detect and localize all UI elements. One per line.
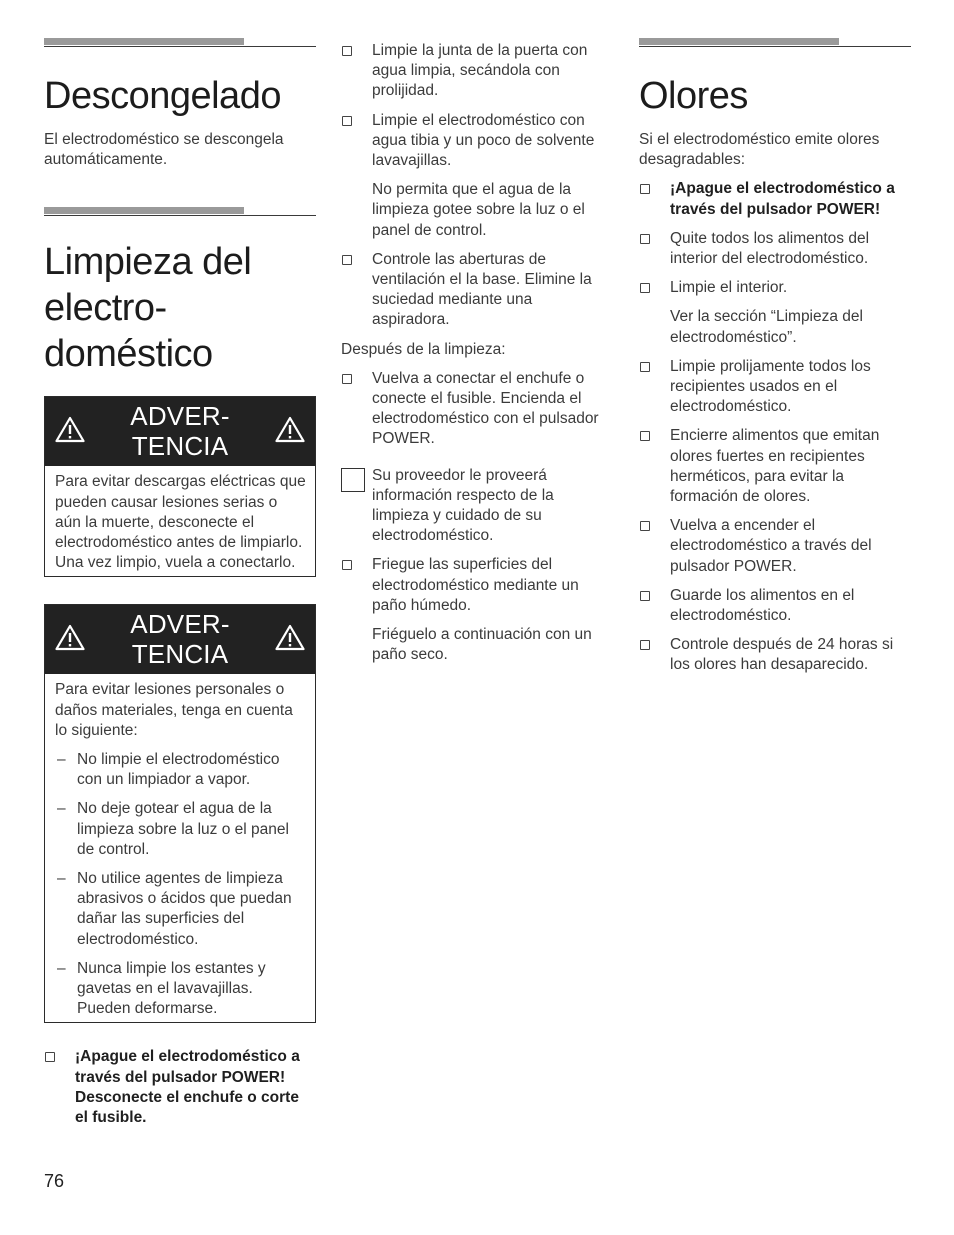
checkbox-icon bbox=[342, 374, 352, 384]
section-rule bbox=[44, 207, 316, 216]
warning-body bbox=[45, 466, 315, 576]
checklist-item-text: ¡Apague el electrodoméstico a través del pulsador POWER! bbox=[670, 180, 895, 218]
odors-intro: Si el electrodoméstico emite olores desagradables: bbox=[639, 131, 880, 169]
section-title-defrost: Descongelado bbox=[44, 75, 281, 117]
warning-list-item-text: No utilice agentes de limpieza abrasivos o ácidos que puedan dañar las superficies del electrodoméstico. bbox=[77, 870, 292, 948]
warning-body bbox=[45, 674, 315, 1019]
checklist-note: No permita que el agua de la limpieza gotee sobre la luz o el panel de control. bbox=[372, 181, 585, 239]
checkbox-icon bbox=[342, 116, 352, 126]
checklist-item-text: Limpie el electrodoméstico con agua tibia y un poco de solvente lavavajillas. bbox=[372, 111, 595, 170]
dash-bullet: – bbox=[57, 870, 66, 888]
checklist-item-text: Limpie prolijamente todos los recipientes usados en el electrodoméstico. bbox=[670, 357, 871, 416]
checkbox-icon bbox=[640, 640, 650, 650]
checklist-item bbox=[341, 369, 613, 450]
checklist-item bbox=[639, 357, 911, 418]
info-box-icon bbox=[341, 468, 365, 492]
section-title-cleaning bbox=[44, 239, 316, 377]
warning-list-item bbox=[55, 959, 307, 1020]
page-number: 76 bbox=[44, 1171, 65, 1191]
dash-bullet: – bbox=[57, 959, 66, 977]
checklist-item bbox=[341, 555, 613, 616]
checkbox-icon bbox=[640, 234, 650, 244]
section-title-odors: Olores bbox=[639, 75, 748, 117]
warning-heading-line: ADVER- bbox=[130, 401, 230, 432]
checklist-item-text: Guarde los alimentos en el electrodoméstico. bbox=[670, 586, 855, 625]
warning-list-item bbox=[55, 869, 307, 950]
checkbox-icon bbox=[45, 1052, 55, 1062]
checklist-item-text: Vuelva a conectar el enchufe o conecte el fusible. Encienda el electrodoméstico con el pulsador POWER. bbox=[372, 369, 599, 448]
warning-list-item-text: No deje gotear el agua de la limpieza sobre la luz o el panel de control. bbox=[77, 800, 289, 858]
warning-header bbox=[45, 397, 315, 466]
checklist-item bbox=[341, 41, 613, 102]
checkbox-icon bbox=[640, 431, 650, 441]
warning-list-item-text: No limpie el electrodoméstico con un limpiador a vapor. bbox=[77, 751, 280, 789]
section-rule bbox=[44, 38, 316, 47]
checklist-item bbox=[341, 250, 613, 331]
checkbox-icon bbox=[342, 46, 352, 56]
checkbox-icon bbox=[342, 560, 352, 570]
checklist-note: Friéguelo a continuación con un paño seco. bbox=[372, 626, 592, 664]
column-middle bbox=[341, 0, 613, 674]
checklist-item bbox=[639, 635, 911, 675]
checkbox-icon bbox=[640, 184, 650, 194]
warning-heading-line: TENCIA bbox=[131, 639, 229, 670]
warning-list-item-text: Nunca limpie los estantes y gavetas en el lavavajillas. Pueden deformarse. bbox=[77, 959, 266, 1018]
warning-header bbox=[45, 605, 315, 674]
warning-box-electric bbox=[44, 396, 316, 577]
warning-list-item bbox=[55, 750, 307, 790]
warning-list-item bbox=[55, 799, 307, 860]
checkbox-icon bbox=[640, 283, 650, 293]
checklist-note: Ver la sección “Limpieza del electrodoméstico”. bbox=[670, 308, 863, 346]
checklist-item bbox=[639, 516, 911, 577]
checklist-item-text: Limpie la junta de la puerta con agua limpia, secándola con prolijidad. bbox=[372, 42, 588, 100]
checkbox-icon bbox=[640, 521, 650, 531]
defrost-description: El electrodoméstico se descongela automáticamente. bbox=[44, 131, 284, 169]
checklist-item bbox=[639, 426, 911, 507]
warning-box-injury bbox=[44, 604, 316, 1023]
checklist-item bbox=[44, 1047, 316, 1128]
checklist-item-text: Controle las aberturas de ventilación el la base. Elimine la suciedad mediante una aspiradora. bbox=[372, 250, 592, 329]
warning-triangle-icon bbox=[275, 624, 305, 651]
checklist-item bbox=[639, 278, 911, 298]
checklist-item bbox=[639, 586, 911, 626]
warning-intro: Para evitar lesiones personales o daños materiales, tenga en cuenta lo siguiente: bbox=[55, 681, 293, 739]
title-line: Limpieza del bbox=[44, 241, 252, 284]
checklist-item-text: Encierre alimentos que emitan olores fuertes en recipientes herméticos, para evitar la formación de olores. bbox=[670, 427, 880, 506]
title-line: electro- bbox=[44, 287, 167, 330]
info-note-text: Su proveedor le proveerá información respecto de la limpieza y cuidado de su electrodoméstico. bbox=[372, 466, 554, 545]
column-right bbox=[639, 0, 911, 685]
warning-triangle-icon bbox=[275, 416, 305, 443]
after-cleaning-label: Después de la limpieza: bbox=[341, 340, 506, 358]
warning-text: Para evitar descargas eléctricas que pueden causar lesiones serias o aún la muerte, desconecte el electrodoméstico antes de limpiarlo. Una vez limpio, vuela a conectarlo. bbox=[55, 473, 306, 572]
checkbox-icon bbox=[640, 591, 650, 601]
warning-heading-line: TENCIA bbox=[131, 431, 229, 462]
column-left bbox=[44, 0, 316, 1137]
dash-bullet: – bbox=[57, 800, 66, 818]
checklist-item bbox=[341, 111, 613, 172]
checklist-item-text: Controle después de 24 horas si los olores han desaparecido. bbox=[670, 636, 894, 674]
checkbox-icon bbox=[640, 362, 650, 372]
checklist-item-text: Quite todos los alimentos del interior del electrodoméstico. bbox=[670, 229, 870, 268]
section-rule bbox=[639, 38, 911, 47]
checklist-item bbox=[639, 179, 911, 219]
checklist-item bbox=[639, 229, 911, 269]
dash-bullet: – bbox=[57, 751, 66, 769]
checklist-item-text: Limpie el interior. bbox=[670, 279, 788, 297]
info-note bbox=[341, 466, 613, 547]
checklist-item-text: Vuelva a encender el electrodoméstico a través del pulsador POWER. bbox=[670, 517, 872, 575]
checklist-item-text: Friegue las superficies del electrodoméstico mediante un paño húmedo. bbox=[372, 556, 579, 614]
title-line: doméstico bbox=[44, 333, 213, 376]
warning-heading-line: ADVER- bbox=[130, 609, 230, 640]
checklist-item-text: ¡Apague el electrodoméstico a través del pulsador POWER! Desconecte el enchufe o corte el fusible. bbox=[75, 1048, 300, 1127]
checkbox-icon bbox=[342, 255, 352, 265]
